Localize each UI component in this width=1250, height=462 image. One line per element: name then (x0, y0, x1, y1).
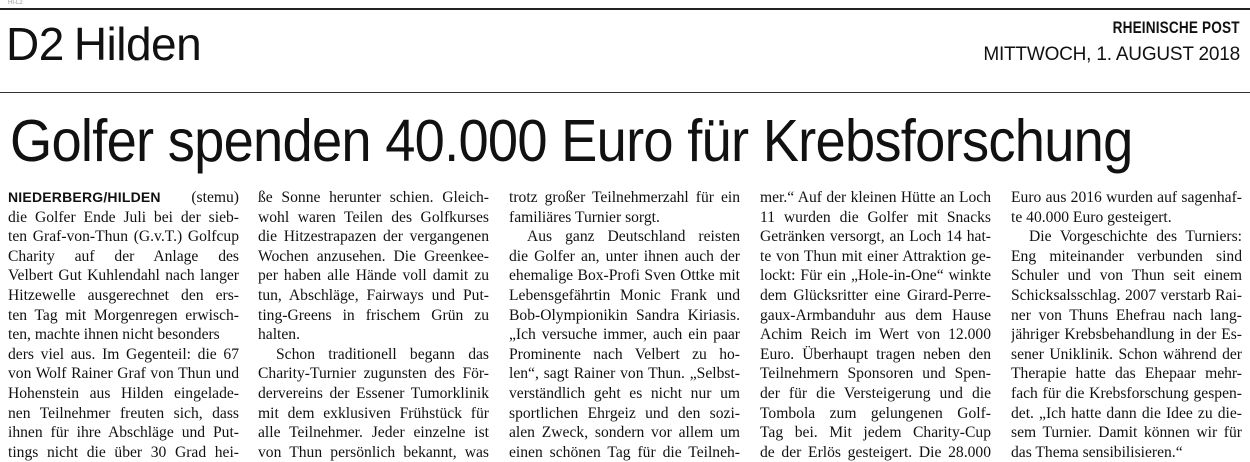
text-line: Schon traditionell begann das (276, 345, 489, 363)
section-name: Hilden (73, 18, 202, 70)
text-line: ße Sonne herunter schien. Gleich- (258, 189, 489, 206)
text-line: „Ich versuche immer, auch ein paar (509, 326, 740, 344)
text-line: Charity-Turnier zugunsten des För- (258, 365, 489, 383)
section-header (6, 16, 201, 72)
article-column-2 (258, 188, 489, 462)
text-line: Die Vorgeschichte des Turniers: (1029, 228, 1242, 246)
text-line: mer.“ Auf der kleinen Hütte an Loch (760, 189, 991, 206)
text-line: wohl waren Teilen des Golfkurses (258, 208, 489, 226)
text-line: Therapie hatte das Ehepaar mehr- (1011, 365, 1242, 383)
text-line: tun, Abschläge, Fairways und Put- (258, 286, 489, 304)
text-line: Tag bei. Mit jedem Charity-Cup (760, 424, 991, 442)
text-line: alen Zweck, sondern vor allem um (509, 424, 740, 442)
text-line: 11 wurden die Golfer mit Snacks (760, 208, 991, 226)
text-line: ten, machte ihnen nicht besonders (8, 326, 220, 344)
text-line: jähriger Krebsbehandlung in der Es- (1011, 326, 1242, 344)
text-line: ner von Thuns Ehefrau nach lang- (1011, 306, 1242, 324)
article-column-5 (1011, 188, 1242, 462)
masthead (983, 18, 1240, 66)
text-line (8, 188, 239, 208)
text-line: Hohenstein aus Hilden eingelade- (8, 384, 239, 402)
text-line: Eng miteinander verbunden sind (1011, 247, 1242, 265)
text-line: ihnen für ihre Abschläge und Put- (8, 424, 239, 442)
text-line: das Thema sensibilisieren.“ (1011, 443, 1183, 461)
text-line: sem Turnier. Damit können wir für (1011, 424, 1242, 442)
text-line: Wochen anzusehen. Die Greenkee- (258, 247, 489, 265)
text-line: dervereins der Essener Tumorklinik (258, 384, 489, 402)
text-line: Velbert Gut Kuhlendahl nach langer (8, 267, 239, 285)
text-line: alle Teilnehmer. Jeder einzelne ist (258, 424, 489, 442)
text-line: Bob-Olympionikin Sandra Kiriasis. (509, 306, 740, 324)
text-line: mit dem exklusiven Frühstück für (258, 404, 489, 422)
text-line: halten. (258, 326, 300, 344)
text-line: det. „Ich hatte dann die Idee zu die- (1011, 404, 1242, 422)
article-column-4 (760, 188, 991, 462)
text-line: die Hitzestrapazen der vergangenen (258, 228, 489, 246)
text-line: Getränken versorgt, an Loch 14 hat- (760, 228, 991, 246)
text-line: ehemalige Box-Profi Sven Ottke mit (509, 267, 740, 285)
article-column-1 (8, 188, 239, 462)
text-line: per haben alle Hände voll damit zu (258, 267, 489, 285)
text-line: die Golfer Ende Juli bei der sieb- (8, 208, 239, 226)
text-line: tings nicht die über 30 Grad hei- (8, 443, 239, 461)
dateline: NIEDERBERG/HILDEN (8, 189, 161, 205)
text-line: dem Glücksritter eine Girard-Perre- (760, 286, 991, 304)
text-line: lockt: Für ein „Hole-in-One“ winkte (760, 267, 991, 285)
text-line: nen Teilnehmer freuten sich, dass (8, 404, 239, 422)
text-line: Schicksalsschlag. 2007 verstarb Rai- (1011, 286, 1242, 304)
text-line: Aus ganz Deutschland reisten (527, 228, 740, 246)
text-line: gaux-Armbanduhr aus dem Hause (760, 306, 991, 324)
text-fragment: (stemu) (191, 189, 239, 206)
text-line: Teilnehmern Sponsoren und Spen- (760, 365, 991, 383)
text-line: Euro. Überhaupt tragen neben den (760, 345, 991, 363)
newspaper-name: RHEINISCHE POST (1112, 18, 1240, 37)
text-line: Charity auf der Anlage des (8, 247, 239, 265)
text-line: len“, sagt Rainer von Thun. „Selbst- (509, 365, 740, 383)
text-line: trotz großer Teilnehmerzahl für ein (509, 189, 740, 206)
text-line: ting-Greens in frischem Grün zu (258, 306, 489, 324)
article-column-3 (509, 188, 740, 462)
article-headline: Golfer spenden 40.000 Euro für Krebsforschung (10, 108, 1133, 174)
text-line: von Wolf Rainer Graf von Thun und (8, 365, 239, 383)
top-rule (0, 8, 1250, 10)
text-line: von Thun persönlich bekannt, was (258, 443, 489, 461)
text-line: Schuler und von Thun seit einem (1011, 267, 1242, 285)
text-line: sener Uniklinik. Schon während der (1011, 345, 1242, 363)
text-line: Hitzewelle ausgerechnet den ers- (8, 286, 239, 304)
text-line: te 40.000 Euro gesteigert. (1011, 208, 1172, 226)
text-line: familiäres Turnier sorgt. (509, 208, 660, 226)
text-line: te von Thun mit einer Attraktion ge- (760, 247, 991, 265)
text-line: ten Graf-von-Thun (G.v.T.) Golfcup (8, 228, 239, 246)
text-line: die Golfer an, unter ihnen auch der (509, 247, 740, 265)
text-line: Euro aus 2016 wurden auf sagenhaf- (1011, 189, 1242, 206)
text-line: der für die Versteigerung und die (760, 384, 991, 402)
text-line: de der Erlös gesteigert. Die 28.000 (760, 443, 991, 461)
issue-date: MITTWOCH, 1. AUGUST 2018 (983, 44, 1240, 65)
header-rule (0, 92, 1250, 93)
text-line: Prominente nach Velbert zu ho- (509, 345, 740, 363)
text-line: ten Tag mit Morgenregen erwisch- (8, 306, 239, 324)
text-line: Achim Reich im Wert von 12.000 (760, 326, 991, 344)
text-line: ders viel aus. Im Gegenteil: die 67 (8, 345, 239, 363)
text-line: einen schönen Tag für die Teilneh- (509, 443, 740, 461)
section-code: D2 (6, 18, 64, 70)
page-marker: HI-L2 (8, 0, 23, 6)
text-line: verständlich geht es nicht nur um (509, 384, 740, 402)
text-line: fach für die Krebsforschung gespen- (1011, 384, 1242, 402)
text-line: Lebensgefährtin Monic Frank und (509, 286, 740, 304)
article-body (8, 188, 1246, 461)
text-line: Tombola zum gelungenen Golf- (760, 404, 991, 422)
text-line: sportlichen Ehrgeiz und den sozi- (509, 404, 740, 422)
